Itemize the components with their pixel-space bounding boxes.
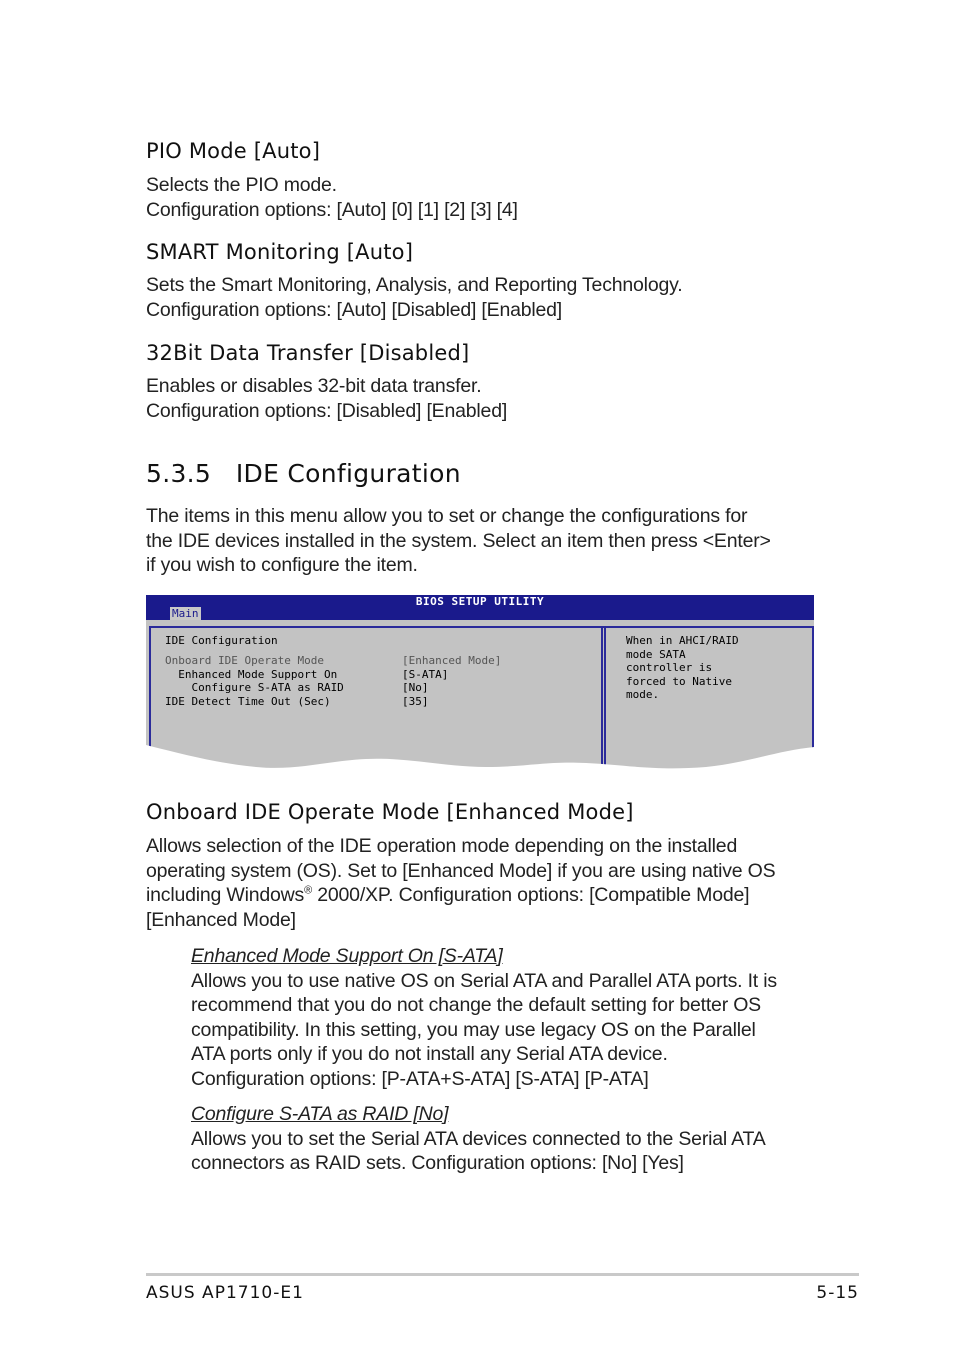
paragraph-line: Configuration options: [Auto] [0] [1] [2] [3] [4]	[146, 198, 518, 221]
bios-screenshot	[146, 595, 814, 773]
paragraph-line: Allows you to use native OS on Serial ATA and Parallel ATA ports. It is	[191, 969, 777, 992]
bios-help-line: mode.	[626, 688, 660, 701]
paragraph-line: Configuration options: [Auto] [Disabled] [Enabled]	[146, 298, 563, 321]
heading-32bit-data-transfer: 32Bit Data Transfer [Disabled]	[146, 341, 470, 365]
bios-item-value[interactable]: [No]	[402, 681, 429, 694]
paragraph-line: Configuration options: [Disabled] [Enabled]	[146, 399, 508, 422]
paragraph-line: if you wish to configure the item.	[146, 554, 418, 576]
paragraph-line: recommend that you do not change the default setting for better OS	[191, 994, 761, 1016]
paragraph-line: Enables or disables 32-bit data transfer.	[146, 375, 482, 397]
paragraph-line: Configuration options: [P-ATA+S-ATA] [S-ATA] [P-ATA]	[191, 1067, 649, 1090]
paragraph-line: connectors as RAID sets. Configuration options: [No] [Yes]	[191, 1152, 684, 1174]
bios-help-line: controller is	[626, 661, 713, 674]
paragraph-line: [Enhanced Mode]	[146, 908, 296, 931]
pio-mode-description	[146, 173, 518, 222]
heading-pio-mode: PIO Mode [Auto]	[146, 139, 321, 163]
paragraph-line: operating system (OS). Set to [Enhanced Mode] if you are using native OS	[146, 859, 776, 882]
heading-onboard-ide-operate-mode: Onboard IDE Operate Mode [Enhanced Mode]	[146, 800, 634, 824]
bios-help-line: mode SATA	[626, 647, 686, 661]
bios-item-value[interactable]: [S-ATA]	[402, 667, 449, 681]
registered-mark: ®	[304, 884, 313, 897]
paragraph-line	[146, 883, 775, 908]
footer-page-number: 5-15	[816, 1283, 859, 1303]
section-heading-ide-configuration: 5.3.5 IDE Configuration	[146, 459, 461, 488]
footer-divider	[146, 1273, 859, 1276]
32bit-transfer-description	[146, 374, 507, 423]
paragraph-line: ATA ports only if you do not install any Serial ATA device.	[191, 1043, 668, 1065]
bios-title: BIOS SETUP UTILITY	[415, 595, 545, 608]
subheading-enhanced-mode-support: Enhanced Mode Support On [S-ATA]	[191, 945, 503, 967]
smart-monitoring-description	[146, 273, 682, 322]
paragraph-line: the IDE devices installed in the system. Select an item then press <Enter>	[146, 529, 771, 552]
enhanced-mode-support-section	[191, 944, 777, 1091]
ide-intro-paragraph	[146, 504, 771, 578]
configure-sata-raid-section	[191, 1102, 766, 1176]
bios-item-label[interactable]: Onboard IDE Operate Mode	[165, 654, 324, 667]
bios-item-label[interactable]: Enhanced Mode Support On	[165, 667, 338, 681]
bios-item-label[interactable]: IDE Detect Time Out (Sec)	[165, 694, 331, 708]
paragraph-line: Sets the Smart Monitoring, Analysis, and Reporting Technology.	[146, 274, 683, 296]
bios-help-line: forced to Native	[626, 674, 732, 688]
bios-item-value[interactable]: [35]	[402, 694, 429, 708]
text-fragment: including Windows	[146, 884, 305, 906]
bios-item-label[interactable]: Configure S-ATA as RAID	[165, 681, 344, 694]
bios-item-value[interactable]: [Enhanced Mode]	[402, 654, 502, 667]
paragraph-line: The items in this menu allow you to set or change the configurations for	[146, 505, 748, 527]
paragraph-line: Allows selection of the IDE operation mode depending on the installed	[146, 835, 738, 857]
paragraph-line: compatibility. In this setting, you may use legacy OS on the Parallel	[191, 1018, 756, 1041]
paragraph-line: Selects the PIO mode.	[146, 174, 337, 196]
bios-menu-main-tab[interactable]: Main	[172, 607, 199, 620]
footer-product-name: ASUS AP1710-E1	[146, 1283, 304, 1303]
bios-screen-title: IDE Configuration	[165, 634, 278, 647]
onboard-ide-description	[146, 834, 775, 932]
paragraph-line: Allows you to set the Serial ATA devices connected to the Serial ATA	[191, 1127, 766, 1150]
text-fragment: 2000/XP. Configuration options: [Compatible Mode]	[312, 884, 750, 906]
bios-torn-edge	[146, 595, 814, 773]
subheading-configure-sata-raid: Configure S-ATA as RAID [No]	[191, 1103, 449, 1125]
bios-help-line: When in AHCI/RAID	[626, 634, 739, 647]
heading-smart-monitoring: SMART Monitoring [Auto]	[146, 240, 414, 264]
